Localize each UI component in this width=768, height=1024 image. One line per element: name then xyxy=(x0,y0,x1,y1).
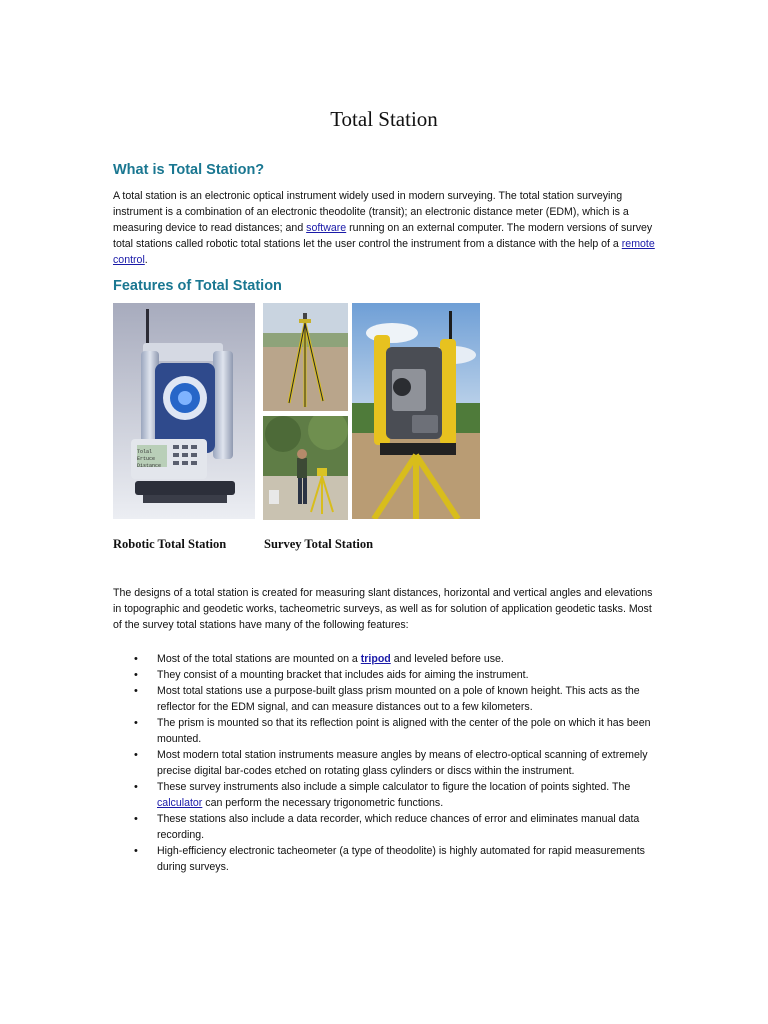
svg-text:Tolal: Tolal xyxy=(137,449,153,455)
section-heading-features: Features of Total Station xyxy=(113,278,282,294)
software-link[interactable]: software xyxy=(306,222,347,234)
remote-control-link[interactable]: remote control xyxy=(113,238,655,266)
list-item: • High-efficiency electronic tacheometer (a type of theodolite) is highly automated for rapid measurements during surveys. xyxy=(134,845,645,873)
features-list xyxy=(113,651,658,875)
tripod-link[interactable]: tripod xyxy=(360,653,391,665)
list-item: • These stations also include a data recorder, which reduce chances of error and eliminates manual data recording. xyxy=(134,813,640,841)
features-intro-paragraph: The designs of a total station is created for measuring slant distances, horizontal and vertical angles and elevations in topographic and geodetic works, tacheometric surveys, as well as for solution of application geodetic tasks. Most of the survey total stations have many of the following features: xyxy=(113,587,653,631)
robotic-screen-text xyxy=(137,447,169,469)
list-item: • Most of the total stations are mounted on a tripod and leveled before use. xyxy=(134,653,504,665)
list-item: • Most modern total station instruments measure angles by means of electro-optical scanning of extremely precise digital bar-codes etched on rotating glass cylinders or discs within the instrument. xyxy=(134,749,648,777)
list-item: • The prism is mounted so that its reflection point is aligned with the center of the pole on which it has been mounted. xyxy=(134,717,651,745)
svg-text:Ertuce: Ertuce xyxy=(137,456,156,462)
intro-paragraph: A total station is an electronic optical instrument widely used in modern surveying. The total station surveying instrument is a combination of an electronic theodolite (transit); an electronic distance meter (EDM), which is a measuring device to read distances; and software running on an external computer. The modern versions of survey total stations called robotic total stations let the user control the instrument from a distance with the help of a remote control. xyxy=(113,190,655,266)
page-title: Total Station xyxy=(330,107,438,131)
calculator-link[interactable]: calculator xyxy=(157,797,203,809)
caption-survey: Survey Total Station xyxy=(264,537,374,551)
svg-text:Distance: Distance xyxy=(137,463,162,469)
survey-total-station-image xyxy=(352,303,480,519)
list-item: • These survey instruments also include a simple calculator to figure the location of points sighted. The calculator can perform the necessary trigonometric functions. xyxy=(134,781,631,809)
tripod-field-image xyxy=(263,303,348,411)
caption-robotic: Robotic Total Station xyxy=(113,537,227,551)
surveyor-field-image xyxy=(263,416,348,520)
list-item: • They consist of a mounting bracket that includes aids for aiming the instrument. xyxy=(134,669,529,681)
section-heading-what-is: What is Total Station? xyxy=(113,162,265,178)
robotic-total-station-image xyxy=(113,303,255,519)
list-item: • Most total stations use a purpose-built glass prism mounted on a pole of known height. This acts as the reflector for the EDM signal, and can measure distances out to a few kilometers. xyxy=(134,685,640,713)
